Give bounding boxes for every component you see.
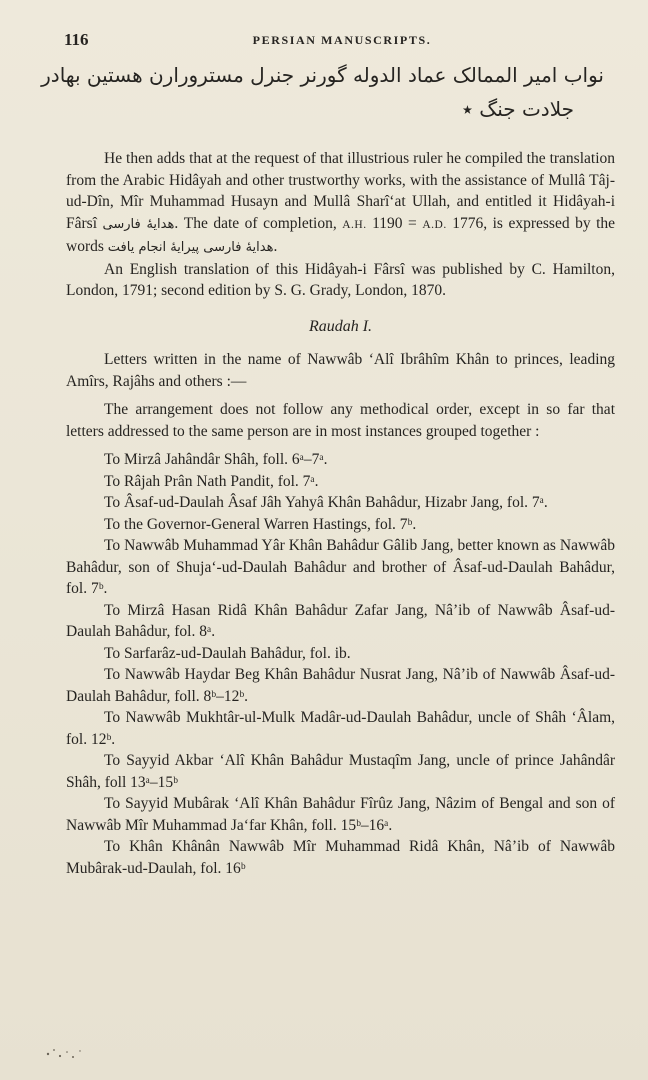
letter-entry: To Nawwâb Muhammad Yâr Khân Bahâdur Gâlib Jang, better known as Nawwâb Bahâdur, son of Shuja‘-ud-Daulah Bahâdur and brother of Âsaf-ud-Daulah Bahâdur, fol. 7ᵇ. [66, 537, 615, 597]
body-text [66, 148, 615, 879]
persian-title-line-2: جلادت جنگ ٭ [462, 97, 574, 121]
page-header [64, 30, 608, 52]
section-heading: Raudah I. [308, 317, 373, 335]
letter-entry: To Âsaf-ud-Daulah Âsaf Jâh Yahyâ Khân Bahâdur, Hizabr Jang, fol. 7ᵃ. [104, 494, 548, 511]
persian-inline-title: هدایهٔ فارسی [102, 216, 175, 232]
ink-speckle-mark [40, 1040, 160, 1064]
paragraph-letters-intro: Letters written in the name of Nawwâb ‘Alî Ibrâhîm Khân to princes, leading Amîrs, Rajâhs and others :— [66, 351, 615, 390]
paragraph-1-text-b: . The date of completion, [174, 214, 337, 232]
persian-chronogram: هدایهٔ فارسی پیرایهٔ انجام یافت [107, 240, 274, 255]
letter-entry: To Khân Khânân Nawwâb Mîr Muhammad Ridâ Khân, Nâ’ib of Nawwâb Mubârak-ud-Daulah, fol. 16ᵇ [66, 838, 615, 877]
letter-entry: To Sayyid Akbar ‘Alî Khân Bahâdur Mustaqîm Jang, uncle of prince Jahândâr Shâh, foll 13ᵃ–15ᵇ [66, 752, 615, 791]
page-number: 116 [64, 30, 89, 49]
paragraph-1-text-d: 1776, is expressed by the words [66, 214, 616, 255]
letter-entry: To the Governor-General Warren Hastings, fol. 7ᵇ. [104, 515, 417, 533]
paragraph-arrangement: The arrangement does not follow any methodical order, except in so far that letters addressed to the same person are in most instances grouped together : [66, 401, 615, 440]
paragraph-translation-note [66, 148, 615, 259]
letter-entry: To Nawwâb Haydar Beg Khân Bahâdur Nusrat Jang, Nâ’ib of Nawwâb Âsaf-ud-Daulah Bahâdur, foll. 8ᵇ–12ᵇ. [66, 666, 615, 705]
era-ad-label: A.D. [422, 218, 447, 231]
paragraph-english-translation: An English translation of this Hidâyah-i Fârsî was published by C. Hamilton, London, 1791; second edition by S. G. Grady, London, 1870. [66, 260, 615, 299]
running-head: PERSIAN MANUSCRIPTS. [252, 33, 432, 47]
persian-title [41, 58, 604, 126]
letter-entry: To Sayyid Mubârak ‘Alî Khân Bahâdur Fîrûz Jang, Nâzim of Bengal and son of Nawwâb Mîr Muhammad Ja‘far Khân, foll. 15ᵇ–16ᵃ. [66, 795, 615, 834]
letter-entry: To Sarfarâz-ud-Daulah Bahâdur, fol. ib. [104, 644, 351, 662]
letter-entry: To Mirzâ Jahândâr Shâh, foll. 6ᵃ–7ᵃ. [104, 451, 328, 468]
paragraph-1-text-c: 1190 = [372, 214, 417, 232]
letter-entry: To Mirzâ Hasan Ridâ Khân Bahâdur Zafar Jang, Nâ’ib of Nawwâb Âsaf-ud-Daulah Bahâdur, fol. 8ᵃ. [66, 601, 615, 640]
letter-entry: To Nawwâb Mukhtâr-ul-Mulk Madâr-ud-Daulah Bahâdur, uncle of Shâh ‘Âlam, fol. 12ᵇ. [66, 709, 615, 748]
spacer [66, 442, 615, 449]
spacer [66, 392, 615, 399]
letter-entry: To Râjah Prân Nath Pandit, fol. 7ᵃ. [104, 472, 319, 490]
era-ah-label: A.H. [342, 218, 367, 231]
paragraph-1-text-a: He then adds that at the request of that illustrious ruler he compiled the translation from the Arabic Hidâyah and other trustworthy works, with the assistance of Mullâ Tâj-ud-Dîn, Mîr Muhammad Husayn and Mullâ Sharî‘at Ullah, and entitled it Hidâyah-i Fârsî [66, 150, 615, 232]
paragraph-1-text-e: . [273, 238, 278, 255]
persian-title-line-1: نواب امیر الممالک عماد الدوله گورنر جنرل مسترورارن هستین بهادر [41, 63, 604, 87]
